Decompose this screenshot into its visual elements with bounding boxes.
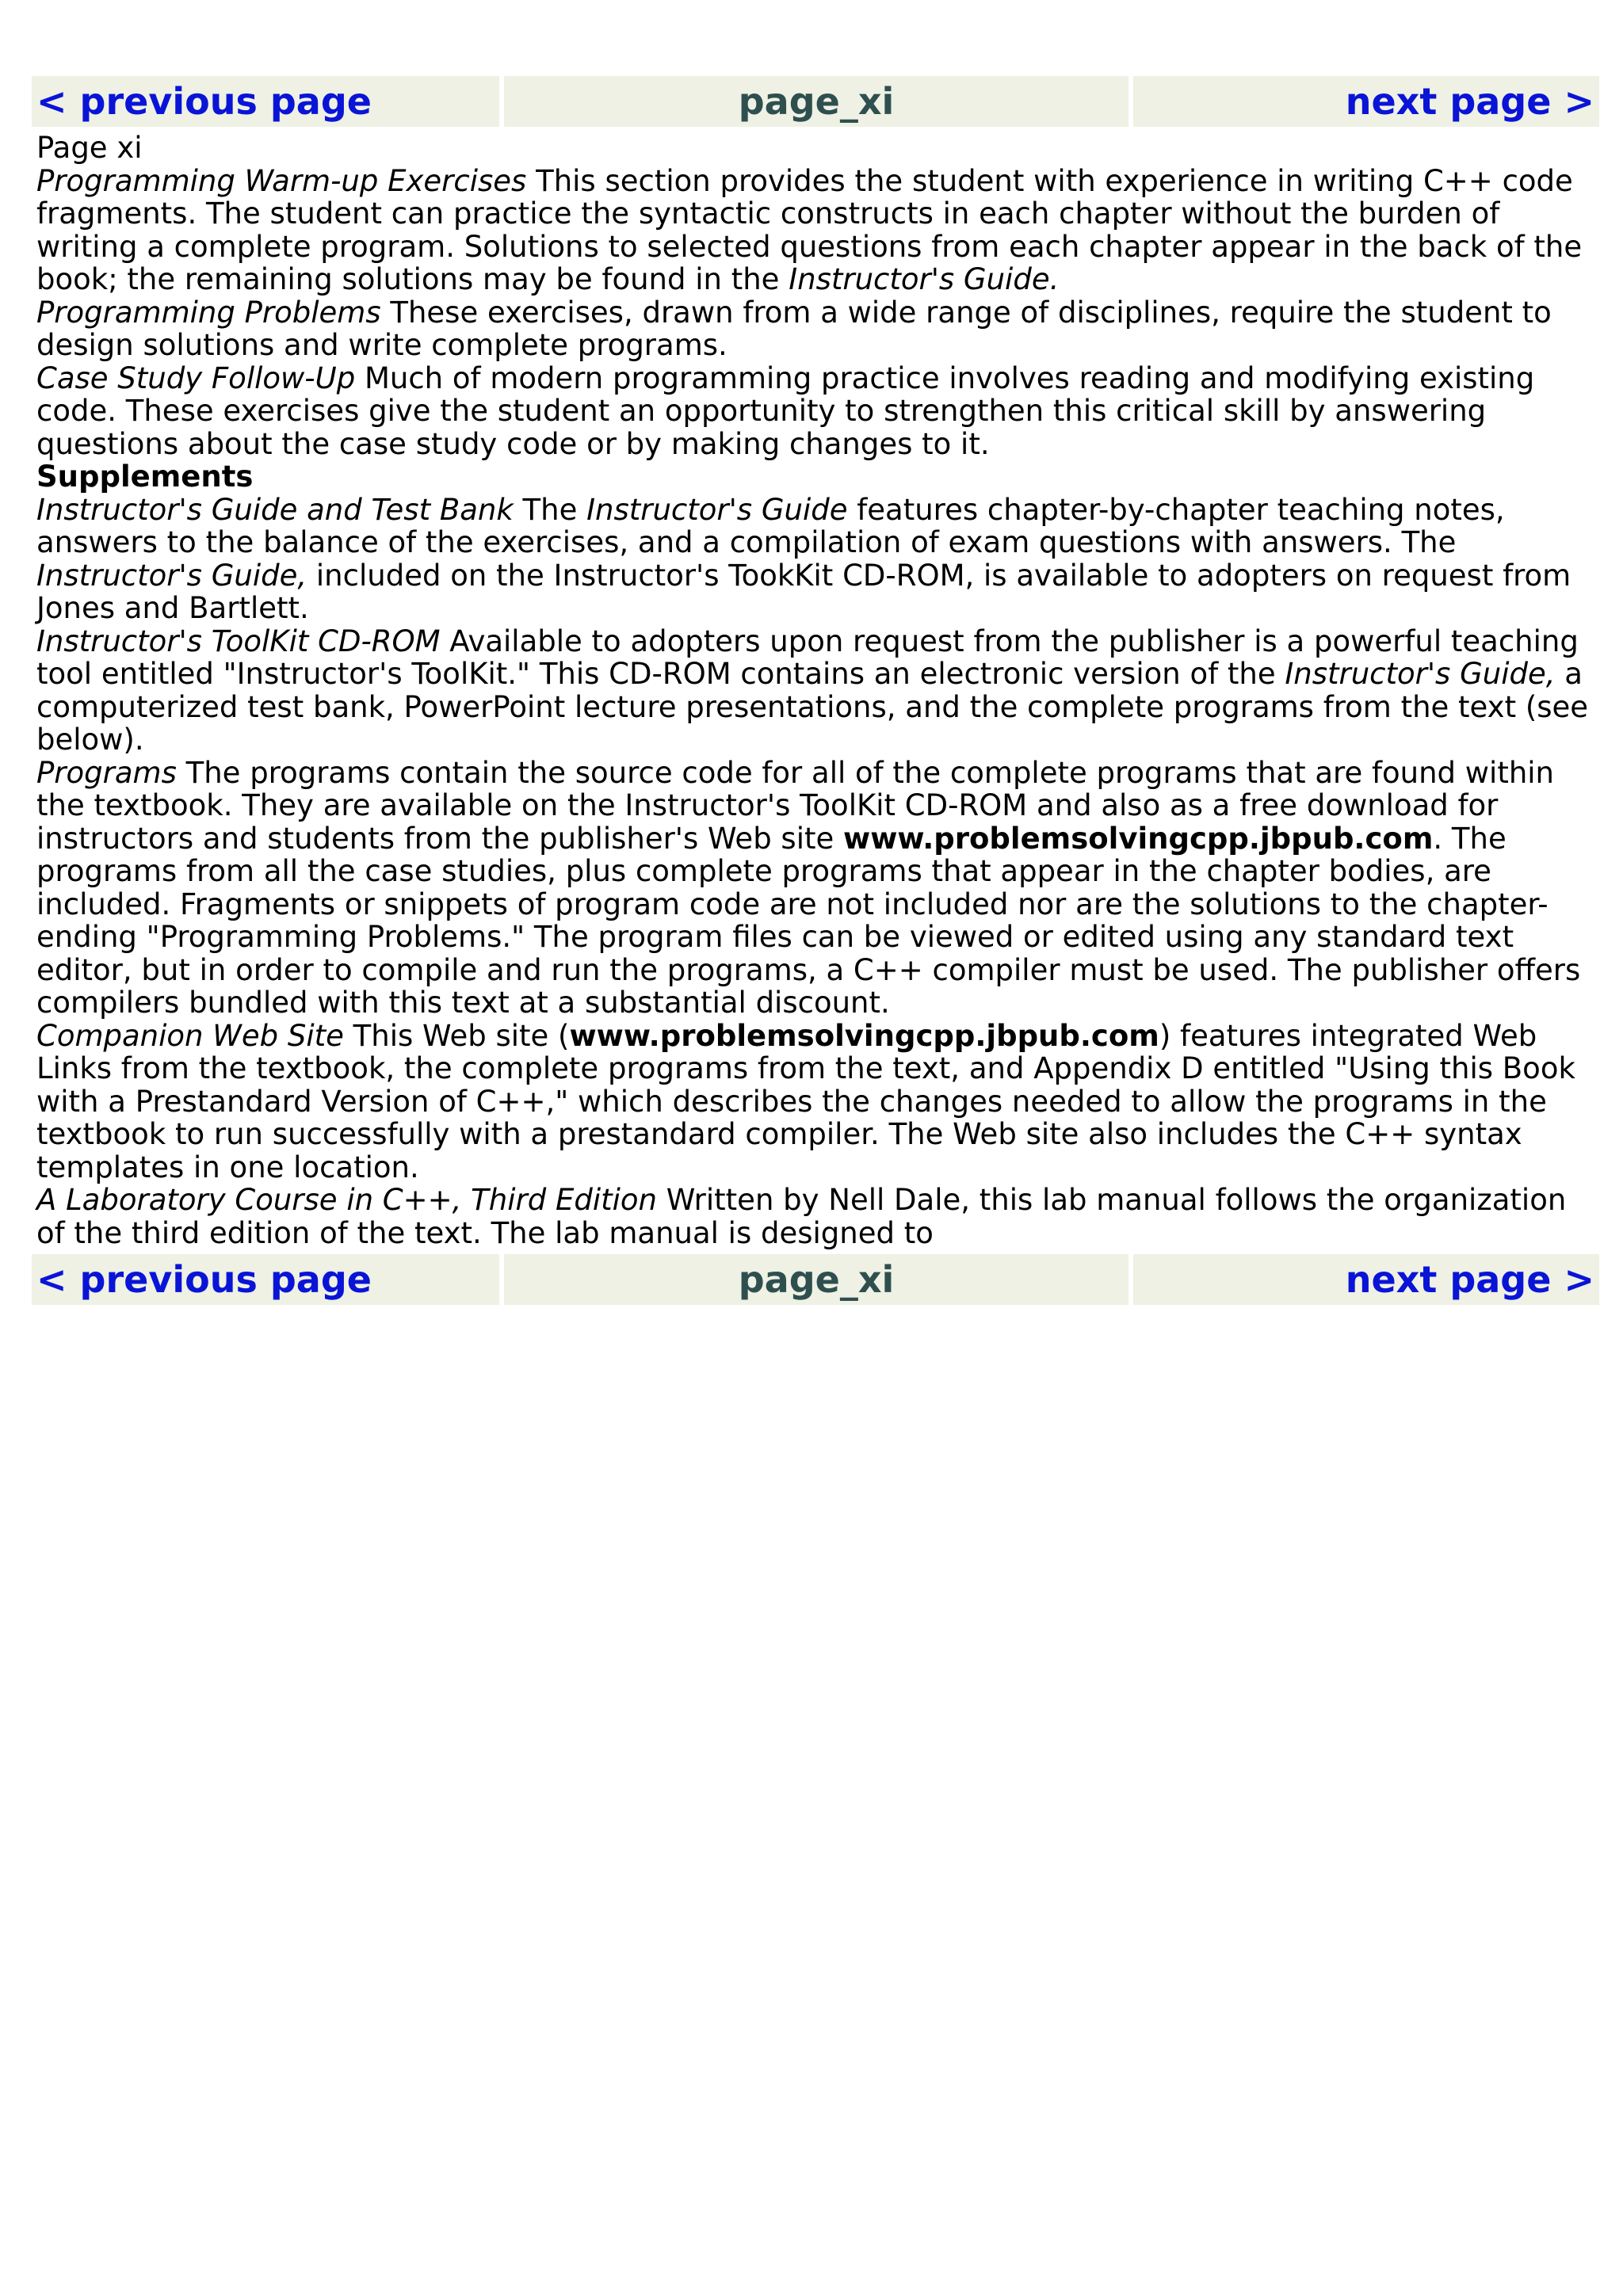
paragraph-text: The <box>513 492 587 527</box>
bottom-nav-bar <box>32 1254 1599 1305</box>
paragraph-title: Instructor's Guide and Test Bank <box>36 492 514 527</box>
paragraph-title: Case Study Follow-Up <box>36 360 356 395</box>
paragraph-emphasis: Instructor's Guide, <box>1285 657 1556 691</box>
paragraph-emphasis: Instructor's Guide, <box>36 558 307 593</box>
bottom-nav-next-cell <box>1133 1254 1599 1305</box>
bottom-nav-prev-cell <box>32 1254 499 1305</box>
paragraph-text: ) features integrated Web Links from the textbook, the complete programs from the text, and Appendix D entitled "Using this Book with a Prestandard Version of C++," which describes the changes needed to allow the programs in the textbook to run successfully with a prestandard compiler. The Web site also includes the C++ syntax templates in one location. <box>36 1018 1575 1184</box>
website-url: www.problemsolvingcpp.jbpub.com <box>843 821 1434 856</box>
paragraph-title: Programming Problems <box>36 295 381 330</box>
paragraph-text: This Web site ( <box>343 1018 570 1053</box>
top-nav-bar <box>32 76 1599 127</box>
paragraph-title: Programs <box>36 755 177 790</box>
top-nav-prev-cell <box>32 76 499 127</box>
page <box>32 76 1599 1305</box>
paragraph-text: The programs contain the source code for all of the complete programs that are found within the textbook. They are available on the Instructor's ToolKit CD-ROM and also as a free download for instructors and students from the publisher's Web site <box>36 755 1555 856</box>
paragraph-emphasis: Instructor's Guide. <box>789 262 1060 296</box>
page-content <box>32 127 1599 1254</box>
bottom-previous-page-link[interactable]: < previous page <box>36 1258 372 1301</box>
paragraph-title: Instructor's ToolKit CD-ROM <box>36 624 441 658</box>
website-url: www.problemsolvingcpp.jbpub.com <box>569 1018 1159 1053</box>
paragraph-title: Programming Warm-up Exercises <box>36 163 527 198</box>
paragraph-emphasis: Instructor's Guide <box>586 492 848 527</box>
paragraph-text: These exercises, drawn from a wide range of disciplines, require the student to design solutions and write complete programs. <box>36 295 1552 362</box>
paragraph-programs <box>36 757 1599 1020</box>
paragraph-text: a computerized test bank, PowerPoint lecture presentations, and the complete programs from the text (see below). <box>36 657 1589 757</box>
paragraph-text: . The programs from all the case studies, plus complete programs that appear in the chapter bodies, are included. Fragments or snippets of program code are not included nor are the solutions to the chapter-ending "Programming Problems." The program files can be viewed or edited using any standard text editor, but in order to compile and run the programs, a C++ compiler must be used. The publisher offers compilers bundled with this text at a substantial discount. <box>36 821 1581 1020</box>
paragraph-text: Written by Nell Dale, this lab manual follows the organization of the third edition of the text. The lab manual is designed to <box>36 1183 1567 1250</box>
paragraph-instructors-guide <box>36 494 1599 625</box>
paragraph-title: Companion Web Site <box>36 1018 344 1053</box>
paragraph-text: This section provides the student with experience in writing C++ code fragments. The student can practice the syntactic constructs in each chapter without the burden of writing a complete program. Solutions to selected questions from each chapter appear in the back of the book; the remaining solutions may be found in the <box>36 163 1583 296</box>
paragraph-instructors-toolkit <box>36 625 1599 757</box>
paragraph-title: A Laboratory Course in C++, Third Edition <box>36 1183 657 1217</box>
paragraph-programming-problems <box>36 296 1599 362</box>
paragraph-text: included on the Instructor's TookKit CD-ROM, is available to adopters on request from Jones and Bartlett. <box>36 558 1571 625</box>
bottom-next-page-link[interactable]: next page > <box>1345 1258 1594 1301</box>
top-nav-next-cell <box>1133 76 1599 127</box>
paragraph-companion-web-site <box>36 1020 1599 1184</box>
paragraph-text: Available to adopters upon request from the publisher is a powerful teaching tool entitled "Instructor's ToolKit." This CD-ROM contains an electronic version of the <box>36 624 1579 691</box>
paragraph-text: Much of modern programming practice involves reading and modifying existing code. These exercises give the student an opportunity to strengthen this critical skill by answering questions about the case study code or by making changes to it. <box>36 360 1535 461</box>
top-page-id: page_xi <box>504 76 1128 127</box>
top-next-page-link[interactable]: next page > <box>1345 80 1594 123</box>
top-previous-page-link[interactable]: < previous page <box>36 80 372 123</box>
paragraph-warm-up-exercises <box>36 165 1599 296</box>
page-label: Page xi <box>36 131 143 165</box>
bottom-page-id: page_xi <box>504 1254 1128 1305</box>
supplements-heading: Supplements <box>36 460 254 494</box>
paragraph-case-study-follow-up <box>36 362 1599 461</box>
paragraph-laboratory-course <box>36 1184 1599 1249</box>
paragraph-text: features chapter-by-chapter teaching notes, answers to the balance of the exercises, and a compilation of exam questions with answers. The <box>36 492 1505 559</box>
